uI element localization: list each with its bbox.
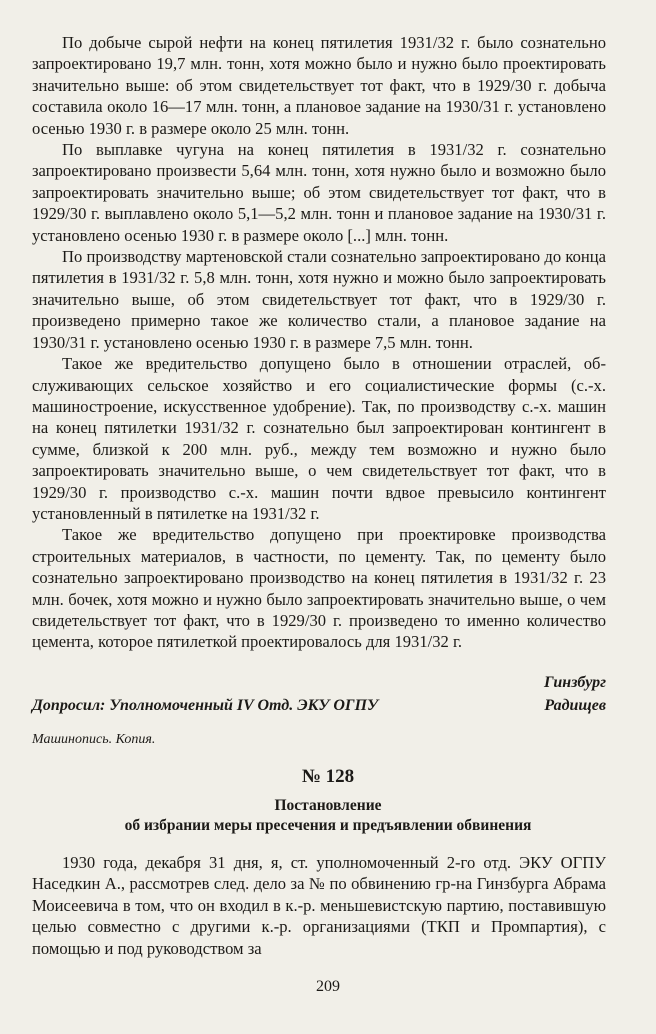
paragraph-oil: По добыче сырой нефти на конец пятилетия 1931/32 г. было сознательно запроектировано 19,7 млн. тонн, хотя можно было и нужно было проектировать значительно выше: об этом свидетельствует тот факт, что в 1929/30 г. добыча составила около 16—17 млн. тонн, а плановое задание на 1930/31 г. установлено осенью 1930 г. в размере около 25 млн. тонн. xyxy=(32,33,606,138)
paragraph-cement: Такое же вредительство допущено при проектировке производства строительных материалов, в частности, по цементу. Так, по цементу было сознательно запроектировано производство на конец пятилетия в 1931/32 г. 23 млн. бочек, хотя можно и нужно было запроектировать значительно выше, о чем свидетельствует тот факт, что в 1929/30 г. произведено то именно количество цемента, которое пятилеткой проектировалось для 1931/32 г. xyxy=(32,525,606,652)
document-title-line-2: об избрании меры пресечения и предъявлении обвинения xyxy=(124,817,532,834)
document-title-line-1: Постановление xyxy=(274,797,382,814)
testimony-body xyxy=(32,32,606,653)
interrogated-by: Допросил: Уполномоченный IV Отд. ЭКУ ОГПУ xyxy=(32,697,379,714)
typescript-note: Машинопись. Копия. xyxy=(32,732,156,747)
document-number: № 128 xyxy=(301,766,355,787)
paragraph-steel: По производству мартеновской стали сознательно запроектировано до конца пятилетия в 1931/32 г. 5,8 млн. тонн, хотя нужно и можно было запроектировать значительно выше, об этом свидетельствует тот факт, что в 1929/30 г. произведено примерно такое же количество стали, а плановое задание на 1930/31 г. установлено осенью 1930 г. в размере 7,5 млн. тонн. xyxy=(32,247,606,352)
signature-ginzburg: Гинзбург xyxy=(544,674,606,691)
document-title xyxy=(0,796,656,836)
page-number: 209 xyxy=(316,978,340,995)
decree-paragraph: 1930 года, декабря 31 дня, я, ст. уполномоченный 2-го отд. ЭКУ ОГПУ Наседкин А., рассмотрев след. дело за № по обвинению гр-на Гинзбурга Абрама Моисеевича в том, что он входил в к.-р. меньшевистскую партию, поставившую целью совместно с другими к.-р. организациями (ТКП и Промпартия), с помощью и под руководством за xyxy=(32,853,606,958)
paragraph-agriculture: Такое же вредительство допущено было в отношении отраслей, обслуживающих сельское хозяйство и его социалистические формы (с.-х. машиностроение, искусственное удобрение). Так, по производству с.-х. машин на конец пятилетки 1931/32 г. сознательно был запроектирован контингент в сумме, близкой к 200 млн. руб., между тем возможно и нужно было запроектировать значительно выше, о чем свидетельствует тот факт, что в 1929/30 г. производство с.-х. машин почти вдвое превысило контингент установленный в пятилетке на 1931/32 г. xyxy=(32,354,606,523)
signature-radishchev: Радищев xyxy=(544,697,606,714)
decree-body xyxy=(32,852,606,959)
paragraph-pig-iron: По выплавке чугуна на конец пятилетия в 1931/32 г. сознательно запроектировано произвести 5,64 млн. тонн, хотя нужно было и возможно было запроектировать значительно выше; об этом свидетельствует тот факт, что в 1929/30 г. выплавлено около 5,1—5,2 млн. тонн и плановое задание на 1930/31 г. установлено осенью 1930 г. в размере около [...] млн. тонн. xyxy=(32,140,606,245)
